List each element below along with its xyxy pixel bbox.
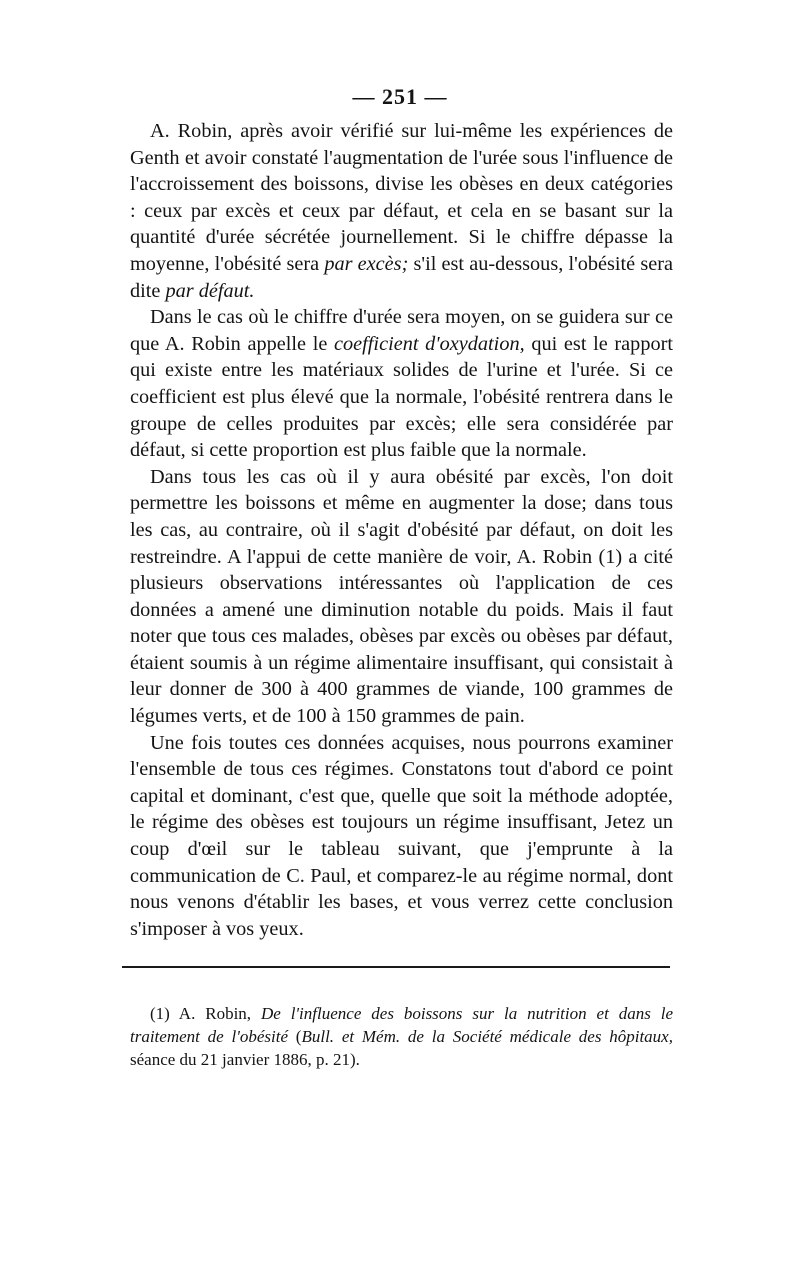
page-number: — 251 —	[352, 84, 448, 109]
paragraph-2	[130, 304, 673, 464]
paragraph-2-emphasis: coefficient d'oxydation,	[334, 332, 525, 355]
paragraph-4: Une fois toutes ces données acquises, nous pourrons examiner l'ensemble de tous ces régimes. Constatons tout d'abord ce point capital et dominant, c'est que, quelle que soit la méthode adoptée, le régime des obèses est toujours un régime insuffisant, Jetez un coup d'œil sur le tableau suivant, que j'emprunte à la communication de C. Paul, et comparez-le au régime normal, dont nous venons d'établir les bases, et vous verrez cette conclusion s'imposer à vos yeux.	[130, 731, 673, 940]
paragraph-1-text-a: A. Robin, après avoir vérifié sur lui-même les expériences de Genth et avoir constaté l'augmentation de l'urée sous l'influence de l'accroissement des boissons, divise les obèses en deux catégories : ceux par excès et ceux par défaut, et cela en se basant sur la quantité d'urée sécrétée journellement. Si le chiffre dépasse la moyenne, l'obésité sera	[130, 120, 673, 275]
footnote-title: De l'influence des boissons sur la nutrition et dans le traitement de l'obésité	[130, 1004, 673, 1046]
footnote-text-c: séance du 21 janvier 1886, p. 21).	[130, 1050, 360, 1069]
footnote-text-a: (1) A. Robin,	[150, 1004, 261, 1023]
footnote-journal: Bull. et Mém. de la Société médicale des hôpitaux,	[301, 1027, 673, 1046]
footnote	[130, 1002, 673, 1071]
body-text	[130, 118, 673, 942]
paragraph-2-text-b: qui est le rapport qui existe entre les matériaux solides de l'urine et l'urée. Si ce coefficient est plus élevé que la normale, l'obésité rentrera dans le groupe de celles produites par excès; elle sera considérée par défaut, si cette proportion est plus faible que la normale.	[130, 332, 673, 462]
paragraph-1-emphasis-b: par défaut.	[165, 279, 255, 302]
paragraph-1-emphasis-a: par excès;	[324, 252, 409, 275]
paragraph-2-text-a: Dans le cas où le chiffre d'urée sera moyen, on se guidera sur ce que A. Robin appelle le	[130, 306, 673, 355]
paragraph-3: Dans tous les cas où il y aura obésité par excès, l'on doit permettre les boissons et même en augmenter la dose; dans tous les cas, au contraire, où il s'agit d'obésité par défaut, on doit les restreindre. A l'appui de cette manière de voir, A. Robin (1) a cité plusieurs observations intéressantes où l'application de ces données a amené une diminution notable du poids. Mais il faut noter que tous ces malades, obèses par excès ou obèses par défaut, étaient soumis à un régime alimentaire insuffisant, qui consistait à leur donner de 300 à 400 grammes de viande, 100 grammes de légumes verts, et de 100 à 150 grammes de pain.	[130, 465, 673, 728]
paragraph-1-text-b: s'il est au-dessous, l'obésité sera dite	[130, 252, 674, 302]
footnote-text-b: (	[288, 1027, 302, 1046]
footnote-divider	[122, 966, 670, 968]
paragraph-1	[130, 118, 673, 304]
